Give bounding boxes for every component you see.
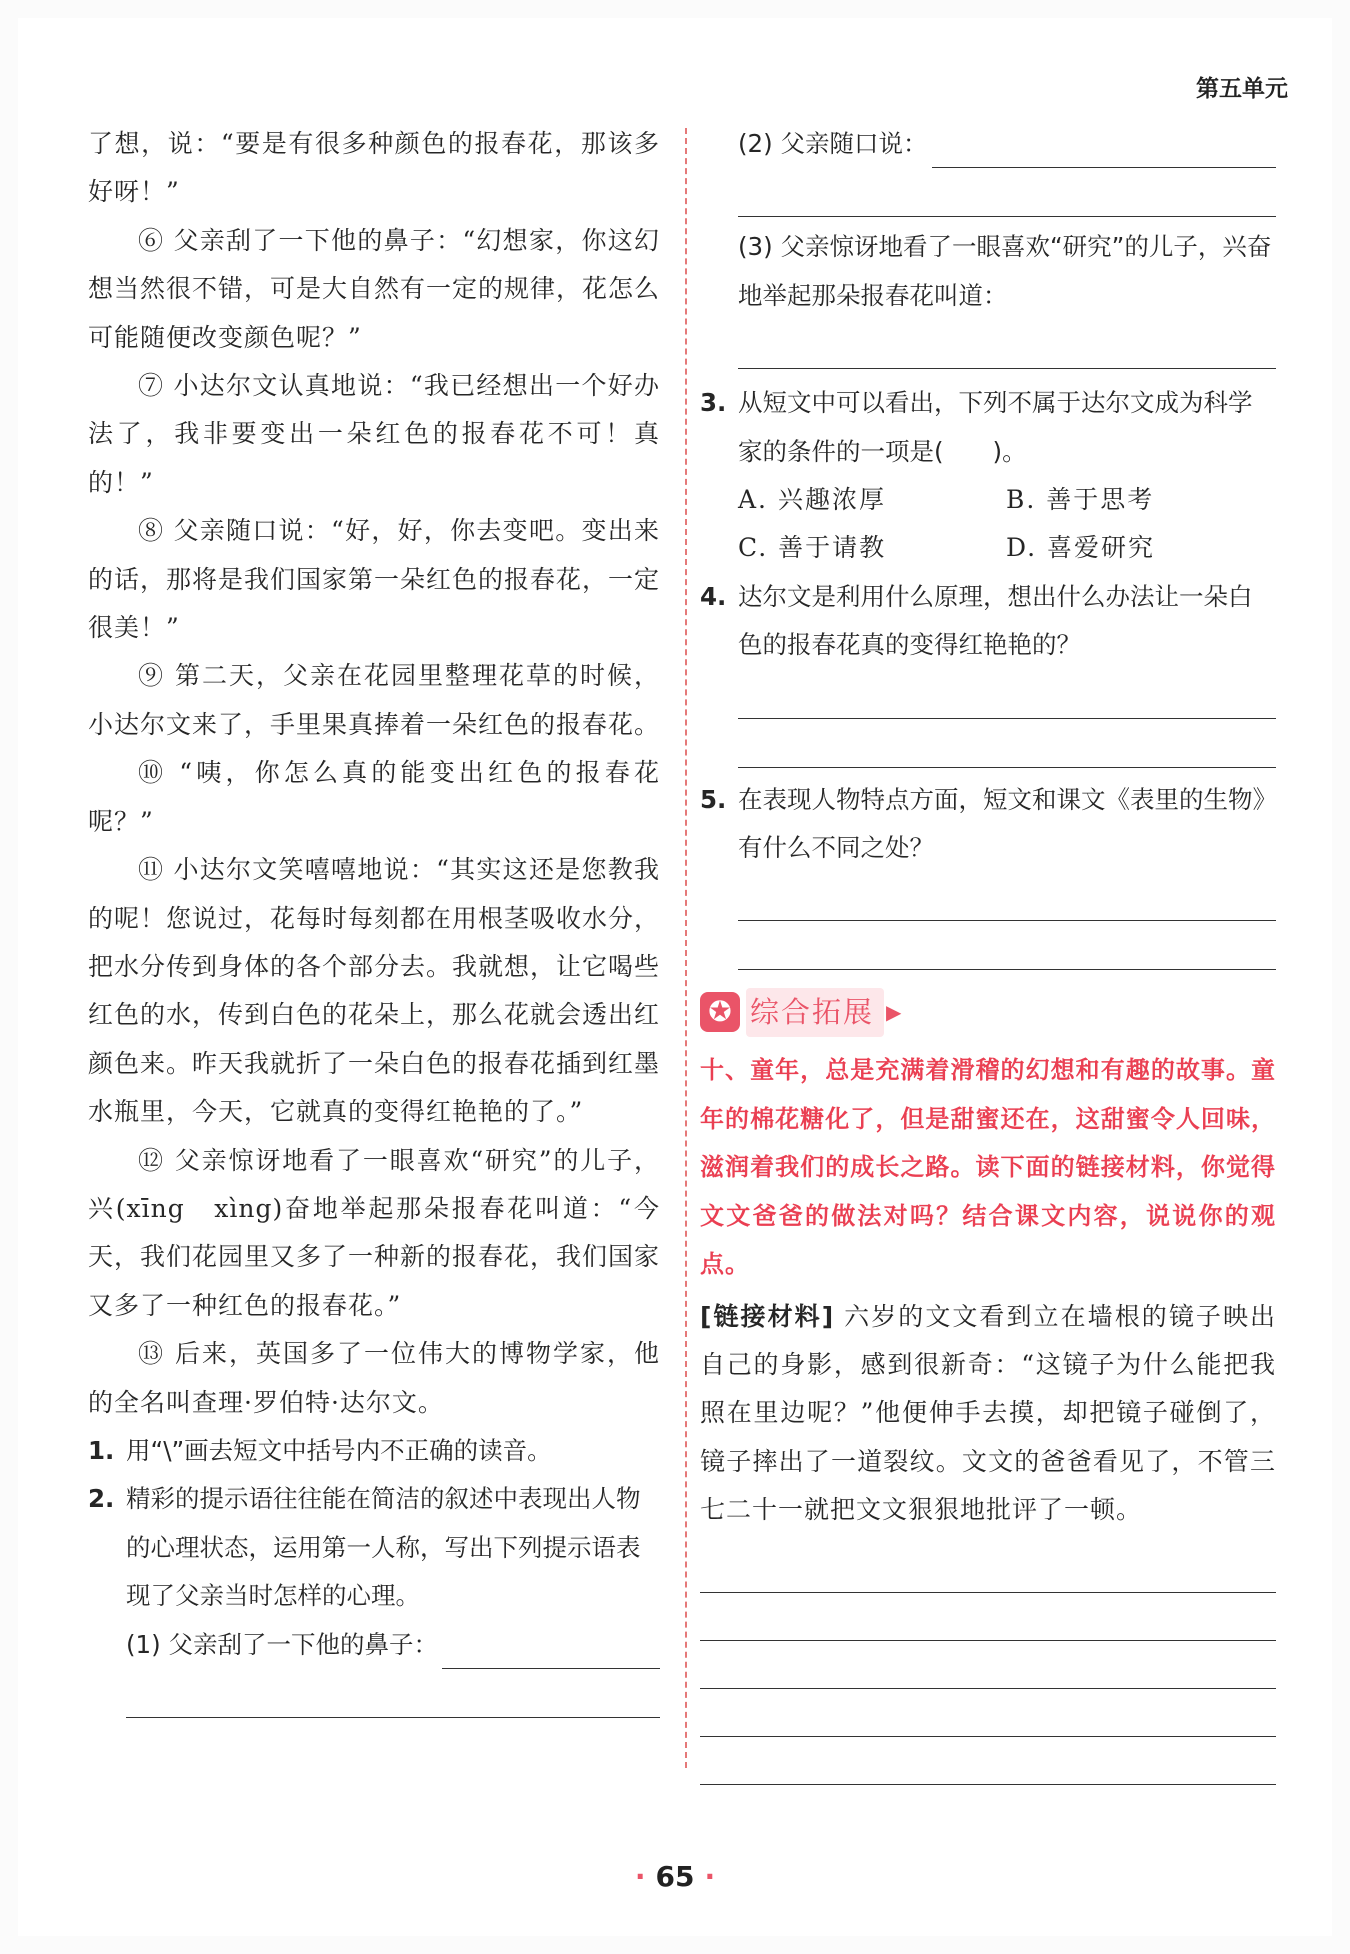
answer-line[interactable]: [700, 1593, 1276, 1641]
question-number: 4.: [700, 581, 727, 611]
question-2: [88, 1475, 660, 1620]
question-number: 1.: [88, 1435, 115, 1465]
option-d[interactable]: D. 喜爱研究: [1006, 533, 1156, 563]
question-2-2: [700, 120, 1276, 168]
sub-question-text: (3) 父亲惊讶地看了一眼喜欢“研究”的儿子，兴奋地举起那朵报春花叫道：: [738, 232, 1272, 310]
question-number: 3.: [700, 388, 727, 418]
answer-blank[interactable]: [932, 131, 1277, 168]
story-paragraph: ⑨ 第二天，父亲在花园里整理花草的时候，小达尔文来了，手里果真捧着一朵红色的报春花。: [88, 661, 661, 739]
unit-header: 第五单元: [1196, 76, 1288, 102]
question-number: 2.: [88, 1484, 115, 1514]
page-number: · 65 ·: [634, 1860, 716, 1893]
star-icon: ✪: [700, 992, 740, 1032]
story-paragraph: 了想，说：“要是有很多种颜色的报春花，那该多好呀！”: [88, 129, 660, 207]
question-text: 精彩的提示语往往能在简洁的叙述中表现出人物的心理状态，运用第一人称，写出下列提示语表现了父亲当时怎样的心理。: [126, 1484, 641, 1611]
answer-line[interactable]: [738, 168, 1276, 217]
answer-line[interactable]: [700, 1545, 1276, 1593]
answer-line[interactable]: [738, 719, 1276, 768]
answer-line[interactable]: [700, 1641, 1276, 1689]
story-text: [88, 120, 660, 1427]
material-tag: [链接材料]: [700, 1301, 835, 1331]
answer-line[interactable]: [738, 670, 1276, 719]
story-paragraph: ⑩ “咦，你怎么真的能变出红色的报春花呢？”: [88, 758, 660, 836]
question-2-3: [700, 223, 1276, 320]
section-banner: [700, 984, 1276, 1040]
column-divider: [685, 128, 687, 1768]
answer-line[interactable]: [700, 1737, 1276, 1785]
story-paragraph: ⑫ 父亲惊讶地看了一眼喜欢“研究”的儿子，兴(xīng xìng)奋地举起那朵报春花叫道：“今天，我们花园里又多了一种新的报春花，我们国家又多了一种红色的报春花。”: [88, 1145, 661, 1320]
sub-question-text: (2) 父亲随口说：: [738, 129, 928, 158]
sub-question-text: (1) 父亲刮了一下他的鼻子：: [126, 1629, 438, 1659]
answer-line[interactable]: [126, 1669, 660, 1718]
story-paragraph: ⑥ 父亲刮了一下他的鼻子：“幻想家，你这幻想当然很不错，可是大自然有一定的规律，花怎么可能随便改变颜色呢？”: [88, 225, 661, 352]
material-text: 六岁的文文看到立在墙根的镜子映出自己的身影，感到很新奇：“这镜子为什么能把我照在里边呢？”他便伸手去摸，却把镜子碰倒了，镜子摔出了一道裂纹。文文的爸爸看见了，不管三七二十一就把文文狠狠地批评了一顿。: [700, 1301, 1276, 1525]
task-prompt: 十、童年，总是充满着滑稽的幻想和有趣的故事。童年的棉花糖化了，但是甜蜜还在，这甜蜜令人回味，滋润着我们的成长之路。读下面的链接材料，你觉得文文爸爸的做法对吗？结合课文内容，说说你的观点。: [700, 1056, 1276, 1279]
answer-blank[interactable]: [442, 1632, 660, 1669]
question-text: 从短文中可以看出，下列不属于达尔文成为科学家的条件的一项是( )。: [738, 388, 1253, 466]
story-paragraph: ⑦ 小达尔文认真地说：“我已经想出一个好办法了，我非要变出一朵红色的报春花不可！真的！”: [88, 371, 660, 497]
answer-line[interactable]: [738, 872, 1276, 921]
question-number: 5.: [700, 784, 727, 814]
question-3-options: [700, 476, 1276, 573]
option-a[interactable]: A. 兴趣浓厚: [738, 485, 886, 515]
question-text: 达尔文是利用什么原理，想出什么办法让一朵白色的报春花真的变得红艳艳的？: [738, 581, 1253, 660]
question-2-1: [88, 1621, 660, 1669]
question-1: [88, 1427, 660, 1475]
answer-line[interactable]: [738, 320, 1276, 369]
option-b[interactable]: B. 善于思考: [1006, 485, 1155, 515]
question-5: [700, 776, 1276, 873]
answer-line[interactable]: [738, 921, 1276, 970]
answer-line[interactable]: [700, 1689, 1276, 1737]
section-title: 综合拓展: [746, 988, 884, 1036]
left-column: [88, 120, 660, 1718]
question-3: [700, 379, 1276, 476]
right-column: [700, 120, 1276, 1785]
link-material: [700, 1293, 1276, 1535]
chevron-right-icon: ▶: [886, 1000, 902, 1025]
question-text: 在表现人物特点方面，短文和课文《表里的生物》有什么不同之处？: [738, 784, 1265, 863]
story-paragraph: ⑪ 小达尔文笑嘻嘻地说：“其实这还是您教我的呢！您说过，花每时每刻都在用根茎吸收水分，把水分传到身体的各个部分去。我就想，让它喝些红色的水，传到白色的花朵上，那么花就会透出红颜色来。昨天我就折了一朵白色的报春花插到红墨水瓶里，今天，它就真的变得红艳艳的了。”: [88, 855, 661, 1127]
story-paragraph: ⑧ 父亲随口说：“好，好，你去变吧。变出来的话，那将是我们国家第一朵红色的报春花，一定很美！”: [88, 516, 661, 643]
story-paragraph: ⑬ 后来，英国多了一位伟大的博物学家，他的全名叫查理·罗伯特·达尔文。: [88, 1339, 660, 1417]
option-c[interactable]: C. 善于请教: [738, 533, 887, 563]
question-text: 用“\”画去短文中括号内不正确的读音。: [126, 1435, 552, 1465]
question-4: [700, 573, 1276, 670]
